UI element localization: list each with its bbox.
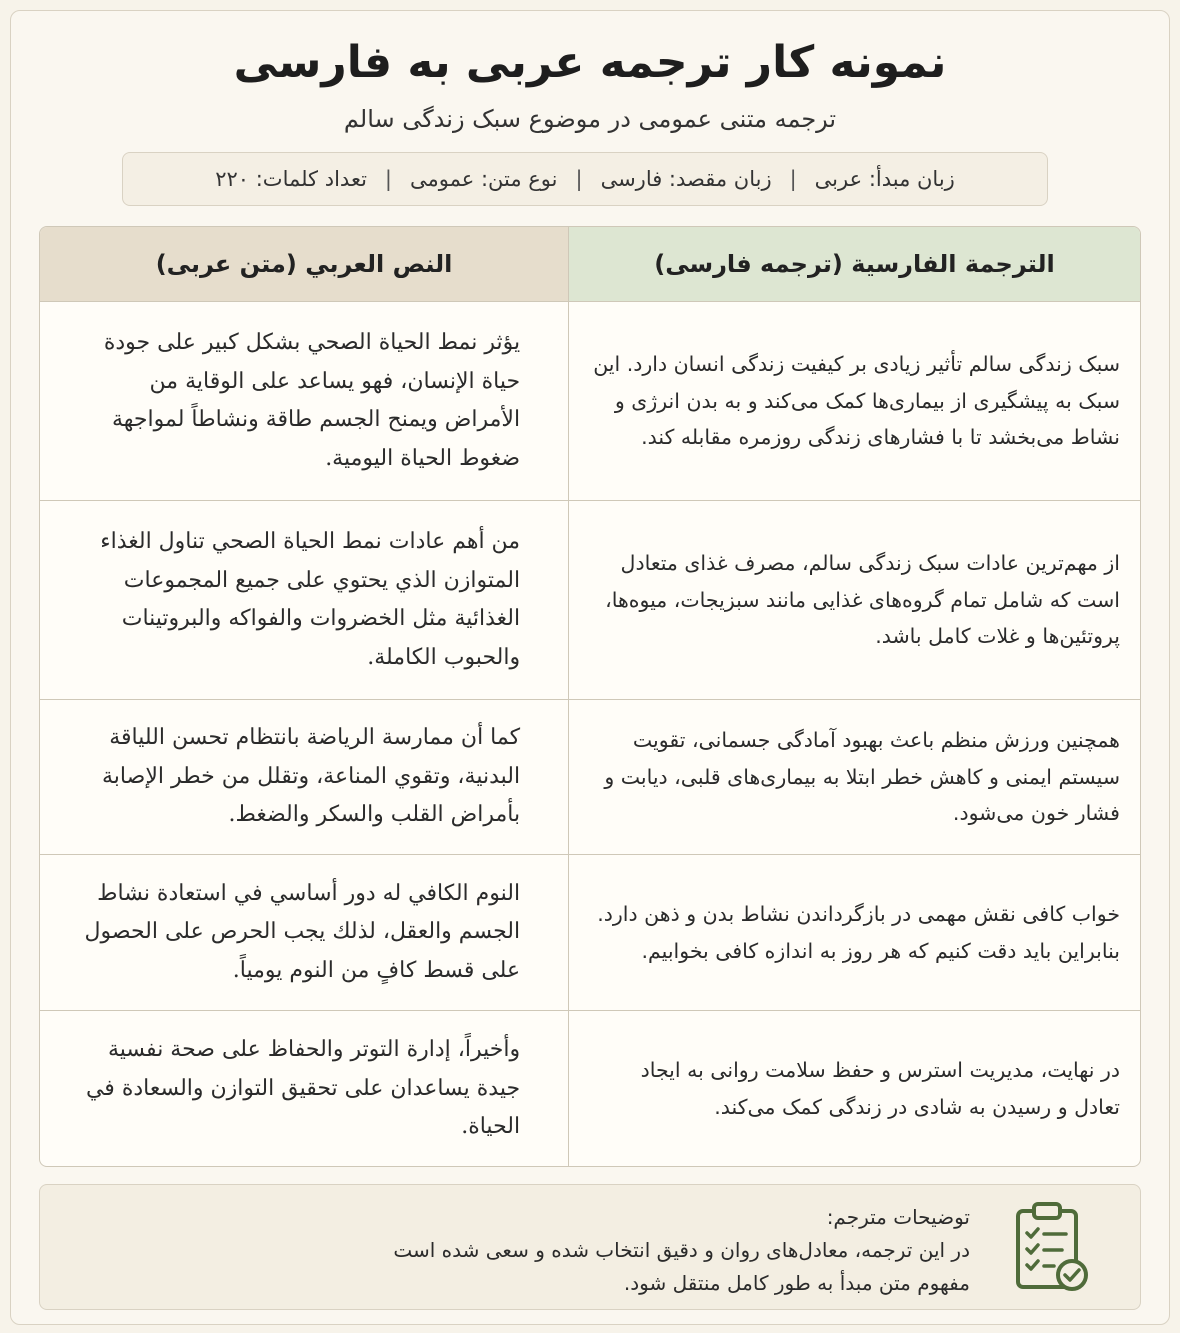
persian-cell: از مهم‌ترین عادات سبک زندگی سالم، مصرف غذای متعادل است که شامل تمام گروه‌های غذایی مانند سبزیجات، میوه‌ها، پروتئین‌ها و غلات کامل باشد.	[568, 501, 1140, 699]
column-header-arabic: النص العربي (متن عربی)	[40, 227, 568, 301]
separator: |	[789, 167, 797, 191]
source-language: زبان مبدأ: عربی	[814, 167, 955, 191]
translation-table	[39, 226, 1141, 1167]
translator-note-box	[39, 1184, 1141, 1310]
translator-note-text	[350, 1201, 970, 1300]
arabic-cell: النوم الكافي له دور أساسي في استعادة نشاط الجسم والعقل، لذلك يجب الحرص على الحصول على قسط كافٍ من النوم يومياً.	[84, 880, 521, 983]
table-header-row	[40, 227, 1140, 302]
page-subtitle: ترجمه متنی عمومی در موضوع سبک زندگی سالم	[343, 105, 837, 133]
text-type: نوع متن: عمومی	[410, 167, 558, 191]
target-language: زبان مقصد: فارسی	[600, 167, 772, 191]
table-row	[40, 302, 1140, 501]
arabic-cell: وأخيراً، إدارة التوتر والحفاظ على صحة نفسية جيدة يساعدان على تحقيق التوازن والسعادة في الحياة.	[85, 1037, 521, 1140]
separator: |	[384, 167, 392, 191]
arabic-cell: كما أن ممارسة الرياضة بانتظام تحسن اللياقة البدنية، وتقوي المناعة، وتقلل من خطر الإصابة بأمراض القلب والسكر والضغط.	[102, 725, 521, 828]
table-row	[40, 855, 1140, 1011]
translator-note-label: توضیحات مترجم:	[826, 1205, 970, 1229]
meta-info-bar	[122, 152, 1048, 206]
page-title: نمونه کار ترجمه عربی به فارسی	[233, 37, 947, 88]
persian-cell: خواب کافی نقش مهمی در بازگرداندن نشاط بدن و ذهن دارد. بنابراین باید دقت کنیم که هر روز به اندازه کافی بخوابیم.	[568, 855, 1140, 1010]
table-row	[40, 700, 1140, 855]
column-header-persian: الترجمة الفارسية (ترجمه فارسی)	[568, 227, 1140, 301]
separator: |	[575, 167, 583, 191]
clipboard-check-icon	[1012, 1199, 1092, 1295]
persian-cell: سبک زندگی سالم تأثیر زیادی بر کیفیت زندگی انسان دارد. این سبک به پیشگیری از بیماری‌ها کمک می‌کند و به بدن انرژی و نشاط می‌بخشد تا با فشارهای زندگی روزمره مقابله کند.	[568, 302, 1140, 500]
table-row	[40, 501, 1140, 700]
table-row	[40, 1011, 1140, 1167]
persian-cell: در نهایت، مدیریت استرس و حفظ سلامت روانی به ایجاد تعادل و رسیدن به شادی در زندگی کمک می‌کند.	[568, 1011, 1140, 1167]
arabic-cell: من أهم عادات نمط الحياة الصحي تناول الغذاء المتوازن الذي يحتوي على جميع المجموعات الغذائية مثل الخضروات والفواكه والبروتينات والحبوب الكاملة.	[100, 529, 521, 670]
persian-cell: همچنین ورزش منظم باعث بهبود آمادگی جسمانی، تقویت سیستم ایمنی و کاهش خطر ابتلا به بیماری‌های قلبی، دیابت و فشار خون می‌شود.	[568, 700, 1140, 854]
arabic-cell: يؤثر نمط الحياة الصحي بشكل كبير على جودة حياة الإنسان، فهو يساعد على الوقاية من الأمراض ويمنح الجسم طاقة ونشاطاً لمواجهة ضغوط الحياة اليومية.	[103, 330, 521, 471]
word-count: تعداد کلمات: ۲۲۰	[215, 167, 367, 191]
translator-note-body: در این ترجمه، معادل‌های روان و دقیق انتخاب شده و سعی شده است مفهوم متن مبدأ به طور کامل منتقل شود.	[393, 1238, 970, 1295]
